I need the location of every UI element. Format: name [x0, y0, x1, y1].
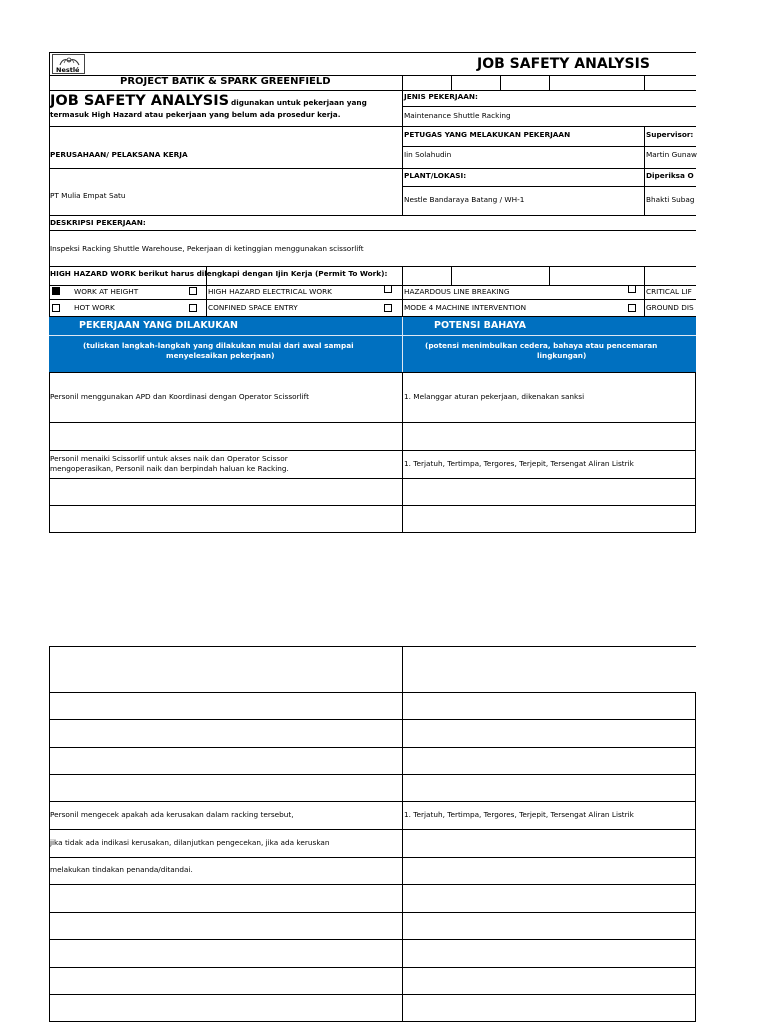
- step-3-line1: Personil mengecek apakah ada kerusakan dalam racking tersebut,: [50, 810, 294, 819]
- mode4-label: MODE 4 MACHINE INTERVENTION: [404, 303, 527, 312]
- critical-lift-checkbox[interactable]: [628, 285, 636, 293]
- col1-subheader-line1: (tuliskan langkah-langkah yang dilakukan mulai dari awal sampai: [83, 341, 354, 350]
- supervisor-label: Supervisor:: [646, 130, 694, 139]
- intro-desc-line2: termasuk High Hazard atau pekerjaan yang belum ada prosedur kerja.: [50, 110, 341, 119]
- petugas-label: PETUGAS YANG MELAKUKAN PEKERJAAN: [404, 130, 571, 139]
- hot-work-label: HOT WORK: [74, 303, 115, 312]
- work-at-height-checkbox[interactable]: [52, 287, 60, 295]
- deskripsi-value: Inspeksi Racking Shuttle Warehouse, Pekerjaan di ketinggian menggunakan scissorlift: [50, 244, 364, 253]
- ground-dis-label: GROUND DIS: [646, 303, 694, 312]
- col2-subheader-line2: lingkungan): [537, 351, 587, 360]
- confined-space-checkbox[interactable]: [189, 304, 197, 312]
- plant-label: PLANT/LOKASI:: [404, 171, 467, 180]
- hazard-1-text: 1. Melanggar aturan pekerjaan, dikenakan sanksi: [404, 392, 585, 401]
- hazard-3-text: 1. Terjatuh, Tertimpa, Tergores, Terjepit, Tersengat Aliran Listrik: [404, 810, 634, 819]
- deskripsi-label: DESKRIPSI PEKERJAAN:: [50, 218, 146, 227]
- perusahaan-value: PT Mulia Empat Satu: [50, 191, 126, 200]
- high-hazard-label: HIGH HAZARD WORK berikut harus dilengkapi dengan Ijin Kerja (Permit To Work):: [50, 269, 388, 278]
- jenis-pekerjaan-label: JENIS PEKERJAAN:: [404, 92, 478, 101]
- step-2-line2: mengoperasikan, Personil naik dan berpindah haluan ke Racking.: [50, 464, 289, 473]
- critical-lift-label: CRITICAL LIF: [646, 287, 692, 296]
- col1-subheader-line2: menyelesaikan pekerjaan): [166, 351, 275, 360]
- step-1-text: Personil menggunakan APD dan Koordinasi dengan Operator Scissorlift: [50, 392, 309, 401]
- diperiksa-label: Diperiksa O: [646, 171, 694, 180]
- plant-value: Nestle Bandaraya Batang / WH-1: [404, 195, 525, 204]
- logo-text: Nestlé: [56, 66, 80, 74]
- jenis-pekerjaan-value: Maintenance Shuttle Racking: [404, 111, 511, 120]
- supervisor-value: Martin Gunaw: [646, 150, 697, 159]
- nestle-logo: [52, 54, 85, 74]
- ground-dis-checkbox[interactable]: [628, 304, 636, 312]
- col2-header: POTENSI BAHAYA: [434, 320, 526, 331]
- hot-work-checkbox[interactable]: [52, 304, 60, 312]
- perusahaan-label: PERUSAHAAN/ PELAKSANA KERJA: [50, 150, 188, 159]
- step-2-line1: Personil menaiki Scissorlif untuk akses naik dan Operator Scissor: [50, 454, 288, 463]
- col1-header: PEKERJAAN YANG DILAKUKAN: [79, 320, 238, 331]
- diperiksa-value: Bhakti Subag: [646, 195, 695, 204]
- work-at-height-label: WORK AT HEIGHT: [74, 287, 139, 296]
- step-3-line3: melakukan tindakan penanda/ditandai.: [50, 865, 193, 874]
- mode4-checkbox[interactable]: [384, 304, 392, 312]
- col2-subheader-line1: (potensi menimbulkan cedera, bahaya atau pencemaran: [425, 341, 658, 350]
- intro-desc-line1: digunakan untuk pekerjaan yang: [231, 98, 367, 107]
- confined-space-label: CONFINED SPACE ENTRY: [208, 303, 298, 312]
- document-title: JOB SAFETY ANALYSIS: [477, 56, 650, 72]
- intro-title: JOB SAFETY ANALYSIS: [50, 93, 230, 109]
- electrical-work-label: HIGH HAZARD ELECTRICAL WORK: [208, 287, 332, 296]
- electrical-work-checkbox[interactable]: [189, 287, 197, 295]
- petugas-value: Iin Solahudin: [404, 150, 452, 159]
- line-breaking-checkbox[interactable]: [384, 285, 392, 293]
- project-name: PROJECT BATIK & SPARK GREENFIELD: [120, 76, 331, 87]
- step-3-line2: jika tidak ada indikasi kerusakan, dilanjutkan pengecekan, jika ada keruskan: [50, 838, 330, 847]
- hazard-2-text: 1. Terjatuh, Tertimpa, Tergores, Terjepit, Tersengat Aliran Listrik: [404, 459, 634, 468]
- line-breaking-label: HAZARDOUS LINE BREAKING: [404, 287, 510, 296]
